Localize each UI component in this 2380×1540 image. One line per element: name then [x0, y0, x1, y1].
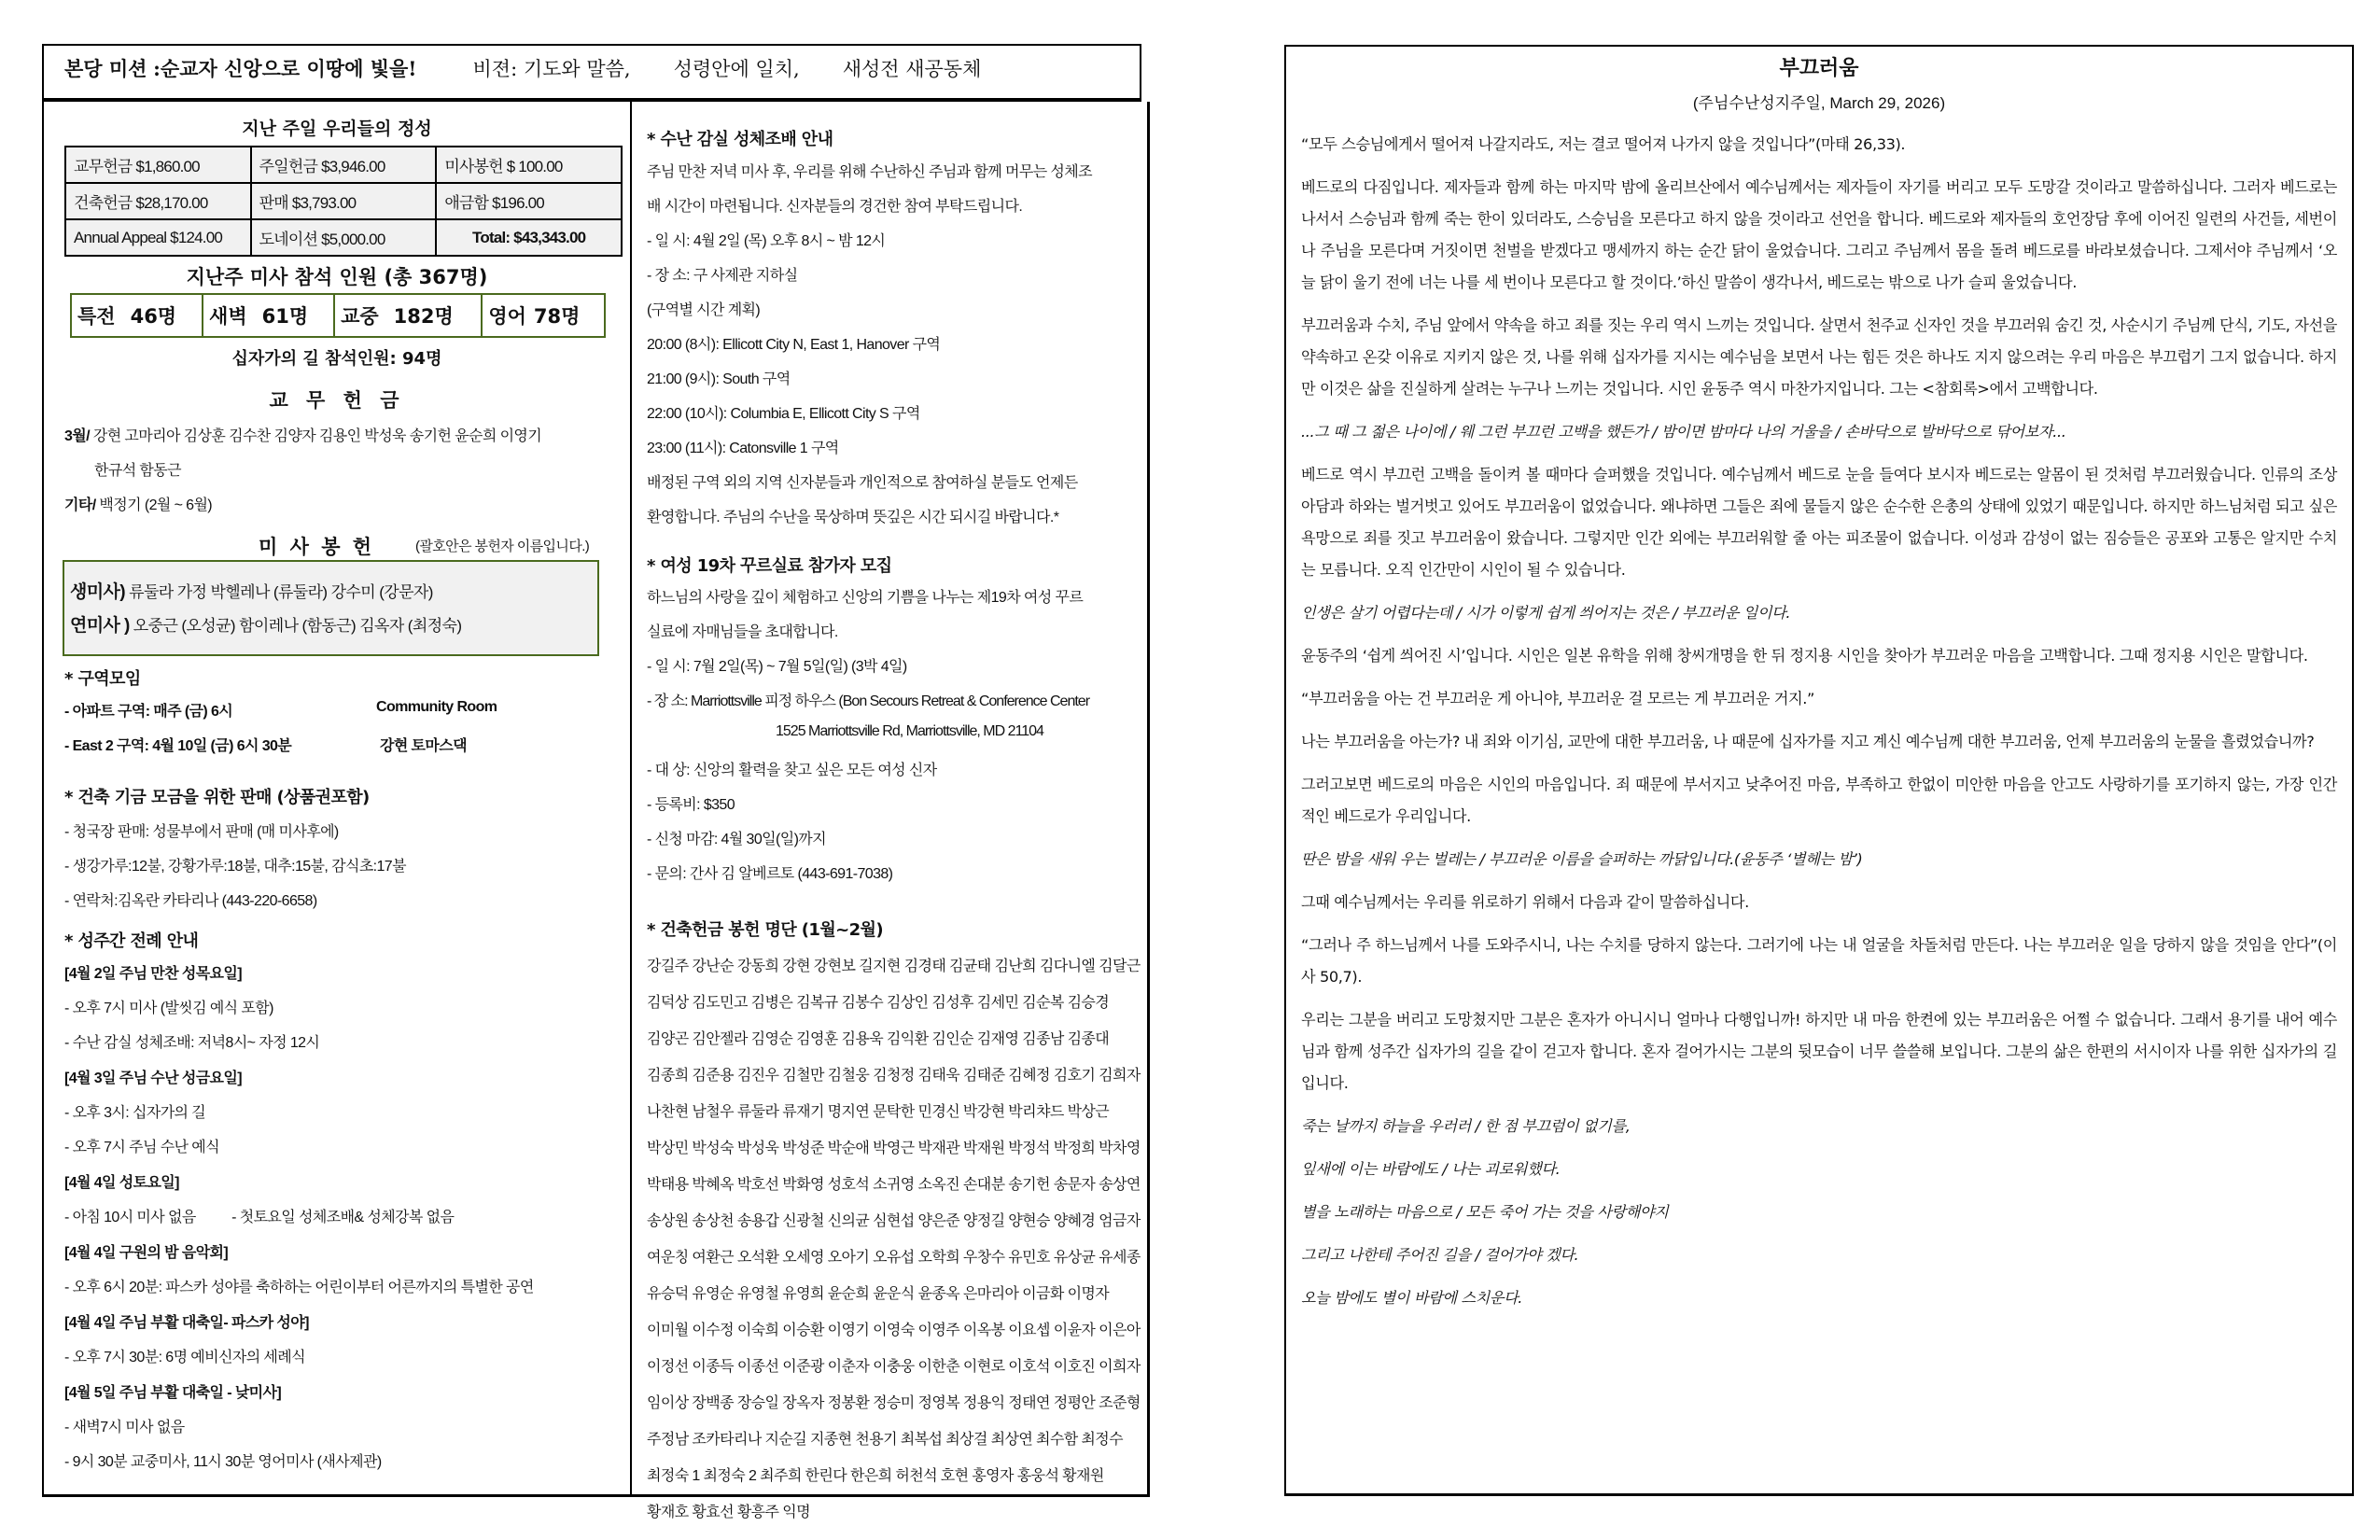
attendance-cell: 특전 46명 [71, 294, 203, 337]
adoration-title: * 수난 감실 성체조배 안내 [647, 130, 833, 149]
reflection-paragraph: 윤동주의 ‘쉽게 씌어진 시’입니다. 시인은 일본 유학을 위해 창씨개명을 한 뒤 정지용 시인을 찾아가 부끄러운 마음을 고백합니다. 그때 정지용 시인은 말합니다. [1301, 647, 2308, 665]
mass-offering-box [63, 560, 599, 656]
reflection-paragraph: 나는 부끄러움을 아는가? 내 죄와 이기심, 교만에 대한 부끄러움, 나 때문에 십자가를 지고 계신 예수님께 대한 부끄러움, 언제 부끄러움의 눈물을 흘렸었습니까? [1301, 733, 2315, 750]
reflection-title: 부끄러움 [1779, 57, 1859, 80]
table-cell: 교무헌금 $1,860.00 [65, 147, 251, 183]
holy-week-line: - 오후 3시: 십자가의 길 [64, 1105, 206, 1121]
table-row [65, 183, 622, 219]
adoration-plan-label: (구역별 시간 계획) [647, 302, 761, 318]
holy-week-day: [4월 5일 주님 부활 대축일 - 낮미사] [64, 1385, 282, 1401]
adoration-schedule-item: 22:00 (10시): Columbia E, Ellicott City S 구역 [647, 406, 920, 422]
district-row-right: 강현 토마스댁 [380, 738, 467, 754]
reflection-paragraph: 베드로 역시 부끄런 고백을 돌이켜 볼 때마다 슬퍼했을 것입니다. 예수님께서 베드로 눈을 들여다 보시자 베드로는 알몸이 된 것처럼 부끄러웠습니다. 인류의 조상 아담과 하와는 벌거벗고 있어도 부끄러움이 없었습니다. 왜냐하면 그들은 죄에 물들지 않은 순수한 은총의 상태에 있었기 때문입니다. 하지만 하느님처럼 되고 싶은 욕망으로 죄를 짓고 부끄러움이 왔습니다. 그렇지만 인간 외에는 부끄러워할 줄 아는 피조물이 없습니다. 이성과 감성이 없는 짐승들은 공포와 고통은 알지만 수치는 모릅니다. 오직 인간만이 시인이 될 수 있습니다. [1301, 466, 2337, 579]
reflection-paragraph: 부끄러움과 수치, 주님 앞에서 약속을 하고 죄를 짓는 우리 역시 느끼는 것입니다. 살면서 천주교 신자인 것을 부끄러워 숨긴 것, 사순시기 주님께 단식, 기도, 자선을 약속하고 온갖 이유로 지키지 않은 것, 나를 위해 십자가를 지시는 예수님을 보면서 나는 힘든 것은 하나도 지지 않으려는 우리 마음은 부끄럽기 그지 없습니다. 하지만 이것은 삶을 진실하게 살려는 누구나 느끼는 것입니다. 시인 윤동주 역시 마찬가지입니다. 그는 <참회록>에서 고백합니다. [1301, 316, 2337, 398]
district-title: * 구역모임 [64, 669, 141, 689]
vision-label: 비젼 [472, 58, 511, 80]
building-sale-line: - 연락처:김옥란 카타리나 (443-220-6658) [64, 893, 317, 909]
table-cell: 건축헌금 $28,170.00 [65, 183, 251, 219]
poem-line: 별을 노래하는 마음으로 / 모든 죽어 가는 것을 사랑해야지 [1301, 1203, 1669, 1221]
donor-line: 박태용 박혜옥 박호선 박화영 성호석 소귀영 소옥진 손대분 송기헌 송문자 송상연 [647, 1177, 1141, 1193]
mission-label: 본당 미션 [64, 57, 147, 80]
donor-line: 유승덕 유영순 유영철 유영희 윤순희 윤운식 윤종옥 은마리아 이금화 이명자 [647, 1286, 1110, 1302]
donor-line: 최정숙 1 최정숙 2 최주희 한린다 한은희 허천석 호현 홍영자 홍웅석 황재원 [647, 1468, 1104, 1484]
table-cell: 판매 $3,793.00 [251, 183, 437, 219]
holy-week-line: - 수난 감실 성체조배: 저녁8시~ 자정 12시 [64, 1035, 320, 1051]
donor-line: 김덕상 김도민고 김병은 김복규 김봉수 김상인 김성후 김세민 김순복 김승경 [647, 995, 1110, 1011]
attendance-cell: 교중 182명 [334, 294, 482, 337]
donor-line: 이미월 이수정 이숙희 이승환 이영기 이영숙 이영주 이옥봉 이요셉 이윤자 이은아 [647, 1323, 1141, 1338]
reflection-subtitle: (주님수난성지주일, March 29, 2026) [1692, 94, 1946, 112]
adoration-intro: 배 시간이 마련됩니다. 신자분들의 경건한 참여 부탁드립니다. [647, 199, 1023, 215]
donor-line: 박상민 박성숙 박성욱 박성준 박순애 박영근 박재관 박재원 박정석 박정희 박차영 [647, 1141, 1141, 1156]
reflection-paragraph: 그러고보면 베드로의 마음은 시인의 마음입니다. 죄 때문에 부서지고 낮추어진 마음, 부족하고 한없이 미안한 마음을 안고도 사랑하기를 포기하지 않는, 가장 인간적인 베드로가 우리입니다. [1301, 776, 2337, 825]
church-dues-march-cont: 한규석 함동근 [94, 463, 181, 479]
church-dues-title: 교 무 헌 금 [269, 389, 405, 412]
donor-line: 여운칭 여환근 오석환 오세영 오아기 오유섭 오학희 우창수 유민호 유상균 유세종 [647, 1250, 1141, 1266]
holy-week-day: [4월 4일 성토요일] [64, 1175, 179, 1191]
table-cell: 도네이션 $5,000.00 [251, 219, 437, 256]
holy-week-line: - 오후 6시 20분: 파스카 성야를 축하하는 어린이부터 어른까지의 특별한 공연 [64, 1280, 534, 1295]
adoration-outro: 배정된 구역 외의 지역 신자분들과 개인적으로 참여하실 분들도 언제든 [647, 475, 1078, 491]
building-sale-line: - 생강가루:12불, 강황가루:18불, 대추:15불, 감식초:17불 [64, 859, 406, 875]
donor-line: 나찬현 남철우 류둘라 류재기 명지연 문탁한 민경신 박강현 박리챠드 박상근 [647, 1104, 1110, 1120]
holy-week-title: * 성주간 전례 안내 [64, 931, 199, 951]
church-dues-march: 3월/ 강현 고마리아 김상훈 김수찬 김양자 김용인 박성욱 송기헌 윤순희 이영기 [64, 428, 542, 444]
donor-line: 강길주 강난순 강동희 강현 강현보 길지현 김경태 김균태 김난희 김다니엘 김달근 [647, 959, 1141, 974]
reflection-page [1284, 45, 2354, 1496]
attendance-table [70, 293, 606, 338]
mass-offering-title: 미 사 봉 헌 [259, 536, 375, 558]
cursillo-line: - 등록비: $350 [647, 797, 735, 813]
district-row-right: Community Room [376, 699, 497, 715]
table-row [65, 147, 622, 183]
reflection-paragraph: 그때 예수님께서는 우리를 위로하기 위해서 다음과 같이 말씀하십니다. [1301, 893, 1749, 911]
cursillo-line: - 신청 마감: 4월 30일(일)까지 [647, 832, 827, 847]
offerings-title: 지난 주일 우리들의 정성 [242, 119, 432, 139]
adoration-schedule-item: 21:00 (9시): South 구역 [647, 371, 791, 387]
donor-line: 송상원 송상천 송용갑 신광철 신의균 심현섭 양은준 양정길 양현승 양혜경 엄금자 [647, 1213, 1141, 1229]
table-row [71, 294, 605, 337]
left-column [42, 102, 632, 1497]
district-row-left: - East 2 구역: 4월 10일 (금) 6시 30분 [64, 738, 292, 754]
cursillo-line: - 문의: 간사 김 알베르토 (443-691-7038) [647, 866, 893, 882]
adoration-intro: 주님 만찬 저녁 미사 후, 우리를 위해 수난하신 주님과 함께 머무는 성체조 [647, 164, 1092, 180]
adoration-when: - 일 시: 4월 2일 (목) 오후 8시 ~ 밤 12시 [647, 233, 886, 249]
adoration-where: - 장 소: 구 사제관 지하실 [647, 268, 798, 284]
living-mass-row: 생미사) 류둘라 가정 박헬레나 (류둘라) 강수미 (강문자) [70, 582, 433, 602]
district-row-left: - 아파트 구역: 매주 (금) 6시 [64, 704, 233, 720]
cursillo-line: - 대 상: 신앙의 활력을 찾고 싶은 모든 여성 신자 [647, 763, 937, 778]
holy-week-line: - 아침 10시 미사 없음 - 첫토요일 성체조배& 성체강복 없음 [64, 1210, 455, 1225]
cursillo-line: - 장 소: Marriottsville 피정 하우스 (Bon Secours Retreat & Conference Center [647, 693, 1090, 709]
holy-week-line: - 오후 7시 미사 (발씻김 예식 포함) [64, 1001, 273, 1016]
reflection-paragraph: “모두 스승님에게서 떨어져 나갈지라도, 저는 결코 떨어져 나가지 않을 것입니다”(마태 26,33). [1301, 135, 1906, 153]
mass-offering-note: (괄호안은 봉헌자 이름입니다.) [415, 539, 590, 554]
cursillo-title: * 여성 19차 꾸르실료 참가자 모집 [647, 556, 892, 576]
reflection-paragraph: 베드로의 다짐입니다. 제자들과 함께 하는 마지막 밤에 올리브산에서 예수님께서는 제자들이 자기를 버리고 모두 도망갈 것이라고 말씀하십니다. 그러자 베드로는 나서서 스승님과 함께 죽는 한이 있더라도, 스승님을 모른다고 하지 않을 것이라고 선언을 합니다. 베드로와 제자들의 호언장담 후에 이어진 일련의 사건들, 세번이나 주님을 모른다며 거짓이면 천벌을 받겠다고 맹세까지 하는 순간 닭이 울었습니다. 그리고 주님께서 몸을 돌려 베드로를 바라보셨습니다. 그제서야 주님께서 ‘오늘 닭이 울기 전에 너는 나를 세 번이나 모른다고 할 것이다.’하신 말씀이 생각나서, 베드로는 밖으로 나가 슬피 울었습니다. [1301, 178, 2337, 291]
donor-line: 임이상 장백종 장승일 장옥자 정봉환 정승미 정영복 정용익 정태연 정평안 조준형 [647, 1395, 1141, 1411]
stations-attendance: 십자가의 길 참석인원: 94명 [231, 349, 442, 369]
building-sale-title: * 건축 기금 모금을 위한 판매 (상품권포함) [64, 788, 370, 807]
table-cell: 애금함 $196.00 [436, 183, 622, 219]
vision-item: 성령안에 일치, [673, 58, 800, 80]
adoration-schedule-item: 20:00 (8시): Ellicott City N, East 1, Hanover 구역 [647, 337, 941, 353]
attendance-title: 지난주 미사 참석 인원 (총 367명) [186, 266, 488, 288]
cursillo-intro: 실료에 자매님들을 초대합니다. [647, 624, 838, 640]
holy-week-day: [4월 2일 주님 만찬 성목요일] [64, 966, 242, 982]
donors-title: * 건축헌금 봉헌 명단 (1월~2월) [647, 920, 883, 940]
reflection-paragraph: “그러나 주 하느님께서 나를 도와주시니, 나는 수치를 당하지 않는다. 그러기에 나는 내 얼굴을 차돌처럼 만든다. 나는 부끄러운 일을 당하지 않을 것임을 안다”(이사 50,7). [1301, 936, 2337, 986]
poem-line: 잎새에 이는 바람에도 / 나는 괴로워했다. [1301, 1160, 1561, 1178]
poem-quote: 인생은 살기 어렵다는데 / 시가 이렇게 쉽게 씌어지는 것은 / 부끄러운 일이다. [1301, 604, 1791, 622]
attendance-cell: 영어 78명 [482, 294, 605, 337]
poem-line: 죽는 날까지 하늘을 우러러 / 한 점 부끄럼이 없기를, [1301, 1117, 1631, 1135]
donor-line: 이정선 이종득 이종선 이준광 이춘자 이충웅 이한춘 이현로 이호석 이호진 이희자 [647, 1359, 1141, 1375]
reflection-body [1301, 129, 2337, 1325]
poem-quote: 딴은 밤을 새워 우는 벌레는 / 부끄러운 이름을 슬퍼하는 까닭입니다.(윤동주 ‘별헤는 밤’) [1301, 850, 1863, 868]
cursillo-intro: 하느님의 사랑을 깊이 체험하고 신앙의 기쁨을 나누는 제19차 여성 꾸르 [647, 590, 1084, 606]
mission-text: :순교자 신앙으로 이땅에 빛을! [153, 57, 417, 80]
donor-line: 주정남 조카타리나 지순길 지종현 천용기 최복섭 최상걸 최상연 최수함 최정수 [647, 1432, 1124, 1448]
poem-quote: ...그 때 그 젊은 나이에 / 웨 그런 부끄런 고백을 했든가 / 밤이면 밤마다 나의 거울을 / 손바닥으로 발바닥으로 닦어보자... [1301, 423, 2066, 441]
poem-line: 오늘 밤에도 별이 바람에 스치운다. [1301, 1289, 1523, 1307]
holy-week-day: [4월 4일 주님 부활 대축일- 파스카 성야] [64, 1315, 309, 1331]
holy-week-day: [4월 4일 구원의 밤 음악회] [64, 1245, 229, 1261]
holy-week-line: - 오후 7시 주님 수난 예식 [64, 1140, 219, 1155]
donor-line: 김종희 김준용 김진우 김철만 김철웅 김청정 김태욱 김태준 김혜정 김호기 김희자 [647, 1068, 1141, 1084]
mission-vision-header [42, 44, 1141, 102]
holy-week-line: - 9시 30분 교중미사, 11시 30분 영어미사 (새사제관) [64, 1454, 382, 1470]
offerings-table [64, 146, 623, 257]
adoration-schedule-item: 23:00 (11시): Catonsville 1 구역 [647, 441, 839, 456]
offerings-total: Total: $43,343.00 [436, 219, 622, 256]
table-cell: Annual Appeal $124.00 [65, 219, 251, 256]
reflection-paragraph: 우리는 그분을 버리고 도망쳤지만 그분은 혼자가 아니시니 얼마나 다행입니까! 하지만 내 마음 한켠에 있는 부끄러움은 어쩔 수 없습니다. 그래서 용기를 내어 예수님과 함께 성주간 십자가의 길을 같이 걷고자 합니다. 혼자 걸어가시는 그분의 뒷모습이 너무 쓸쓸해 보입니다. 그분의 삶은 한편의 서시이자 나를 위한 십자가의 길입니다. [1301, 1011, 2337, 1092]
holy-week-day: [4월 3일 주님 수난 성금요일] [64, 1071, 242, 1086]
holy-week-line: - 오후 7시 30분: 6명 예비신자의 세례식 [64, 1350, 305, 1365]
vision-item: : 기도와 말씀, [511, 58, 631, 80]
vision-item: 새성전 새공동체 [842, 58, 982, 80]
donor-line: 김양곤 김안젤라 김영순 김영훈 김용욱 김익환 김인순 김재영 김종남 김종대 [647, 1031, 1110, 1047]
cursillo-line: - 일 시: 7월 2일(목) ~ 7월 5일(일) (3박 4일) [647, 659, 907, 675]
reflection-paragraph: “부끄러움을 아는 건 부끄러운 게 아니야, 부끄러운 걸 모르는 게 부끄러운 거지.” [1301, 690, 1815, 707]
adoration-outro: 환영합니다. 주님의 수난을 묵상하며 뜻깊은 시간 되시길 바랍니다.* [647, 510, 1059, 525]
donor-line: 황재호 황효선 황흥주 익명 [647, 1505, 810, 1520]
middle-column [632, 102, 1150, 1520]
holy-week-line: - 새벽7시 미사 없음 [64, 1420, 185, 1435]
table-cell: 주일헌금 $3,946.00 [251, 147, 437, 183]
building-sale-line: - 청국장 판매: 성물부에서 판매 (매 미사후에) [64, 824, 339, 840]
table-row [65, 219, 622, 256]
deceased-mass-row: 연미사 ) 오중근 (오성균) 함이레나 (함동근) 김옥자 (최정숙) [70, 616, 462, 636]
poem-line: 그리고 나한테 주어진 길을 / 걸어가야 겠다. [1301, 1246, 1579, 1264]
table-cell: 미사봉헌 $ 100.00 [436, 147, 622, 183]
cursillo-address: 1525 Marriottsville Rd, Marriottsville, MD 21104 [776, 723, 1043, 739]
attendance-cell: 새벽 61명 [203, 294, 334, 337]
church-dues-other: 기타/ 백정기 (2월 ~ 6월) [64, 497, 213, 513]
